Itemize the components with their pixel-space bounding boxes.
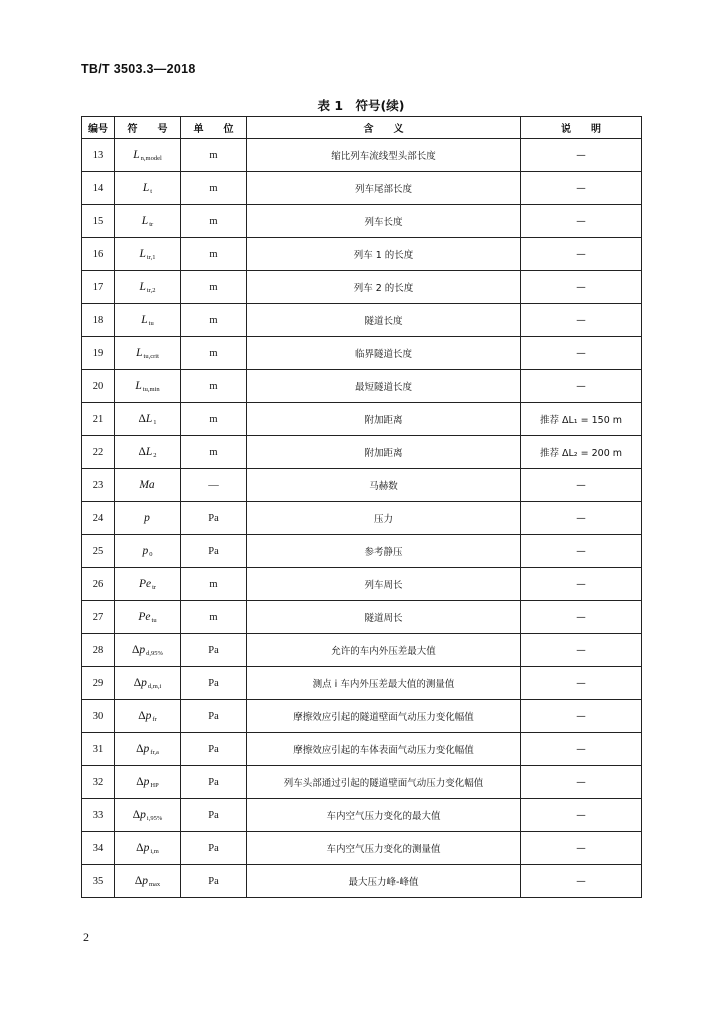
symbol-subscript: d,95% <box>146 649 163 657</box>
symbol-delta: Δ <box>132 808 141 821</box>
note-cell: — <box>521 304 642 337</box>
meaning-cell: 列车 2 的长度 <box>247 271 521 304</box>
unit-cell: m <box>181 601 247 634</box>
unit-cell: m <box>181 337 247 370</box>
note-cell: — <box>521 370 642 403</box>
symbol-main: p <box>142 874 148 887</box>
symbol-main: p <box>143 742 150 755</box>
symbol-main: L <box>141 214 149 227</box>
table-row <box>82 238 642 271</box>
symbol-cell <box>115 568 181 601</box>
table-row <box>82 139 642 172</box>
symbol-main: p <box>140 808 146 821</box>
symbol-cell <box>115 205 181 238</box>
symbols-table <box>81 116 642 898</box>
symbol-cell <box>115 139 181 172</box>
row-number: 23 <box>82 469 115 502</box>
meaning-cell: 缩比列车流线型头部长度 <box>247 139 521 172</box>
table-row <box>82 304 642 337</box>
symbol-main: L <box>141 313 148 326</box>
symbol-cell <box>115 337 181 370</box>
table-row <box>82 337 642 370</box>
symbol-cell <box>115 271 181 304</box>
row-number: 27 <box>82 601 115 634</box>
row-number: 22 <box>82 436 115 469</box>
unit-cell: Pa <box>181 667 247 700</box>
unit-cell: Pa <box>181 502 247 535</box>
unit-cell: Pa <box>181 799 247 832</box>
meaning-cell: 列车周长 <box>247 568 521 601</box>
row-number: 18 <box>82 304 115 337</box>
meaning-cell: 列车 1 的长度 <box>247 238 521 271</box>
symbol-subscript: i,95% <box>146 814 163 822</box>
symbol-cell <box>115 865 181 898</box>
note-cell: — <box>521 238 642 271</box>
note-cell: — <box>521 766 642 799</box>
document-id: TB/T 3503.3—2018 <box>81 62 196 76</box>
symbol-cell <box>115 502 181 535</box>
symbol-subscript: t <box>150 187 153 195</box>
meaning-cell: 附加距离 <box>247 436 521 469</box>
meaning-cell: 参考静压 <box>247 535 521 568</box>
note-cell: — <box>521 865 642 898</box>
symbol-subscript: 0 <box>149 550 153 558</box>
meaning-cell: 最短隧道长度 <box>247 370 521 403</box>
unit-cell: m <box>181 238 247 271</box>
symbol-cell <box>115 733 181 766</box>
symbol-main: L <box>145 412 153 425</box>
symbol-cell <box>115 304 181 337</box>
unit-cell: m <box>181 403 247 436</box>
table-row <box>82 733 642 766</box>
symbol-subscript: tr,1 <box>146 253 156 261</box>
unit-cell: Pa <box>181 634 247 667</box>
table-row <box>82 865 642 898</box>
symbol-cell <box>115 469 181 502</box>
row-number: 19 <box>82 337 115 370</box>
symbol-subscript: tu,min <box>142 385 160 393</box>
row-number: 21 <box>82 403 115 436</box>
symbol-subscript: fr <box>152 715 157 723</box>
unit-cell: m <box>181 436 247 469</box>
note-cell: — <box>521 700 642 733</box>
meaning-cell: 附加距离 <box>247 403 521 436</box>
symbol-main: L <box>136 346 143 359</box>
symbol-subscript: tu <box>148 319 154 327</box>
note-cell: — <box>521 601 642 634</box>
symbol-main: p <box>139 643 146 656</box>
row-number: 20 <box>82 370 115 403</box>
row-number: 26 <box>82 568 115 601</box>
symbol-subscript: tr <box>149 220 154 228</box>
symbol-subscript: tr,2 <box>146 286 156 294</box>
symbol-subscript: 2 <box>153 451 157 459</box>
unit-cell: Pa <box>181 700 247 733</box>
table-row <box>82 403 642 436</box>
table-row <box>82 667 642 700</box>
table-row <box>82 634 642 667</box>
meaning-cell: 允许的车内外压差最大值 <box>247 634 521 667</box>
symbol-cell <box>115 436 181 469</box>
note-cell: — <box>521 733 642 766</box>
table-row <box>82 799 642 832</box>
table-row <box>82 832 642 865</box>
page-number: 2 <box>83 930 89 944</box>
note-cell: — <box>521 172 642 205</box>
meaning-cell: 测点 i 车内外压差最大值的测量值 <box>247 667 521 700</box>
row-number: 31 <box>82 733 115 766</box>
note-cell: — <box>521 469 642 502</box>
row-number: 30 <box>82 700 115 733</box>
table-row <box>82 271 642 304</box>
row-number: 13 <box>82 139 115 172</box>
table-row <box>82 436 642 469</box>
table-row <box>82 370 642 403</box>
note-cell: — <box>521 271 642 304</box>
symbol-subscript: i,m <box>150 847 159 855</box>
row-number: 16 <box>82 238 115 271</box>
unit-cell: — <box>181 469 247 502</box>
symbol-main: L <box>133 148 140 161</box>
symbol-main: L <box>135 379 142 392</box>
row-number: 32 <box>82 766 115 799</box>
table-row <box>82 172 642 205</box>
table-body <box>82 139 642 898</box>
meaning-cell: 隧道周长 <box>247 601 521 634</box>
table-header-row <box>82 117 642 139</box>
row-number: 17 <box>82 271 115 304</box>
table-row <box>82 601 642 634</box>
symbol-cell <box>115 667 181 700</box>
symbol-cell <box>115 832 181 865</box>
meaning-cell: 隧道长度 <box>247 304 521 337</box>
symbol-cell <box>115 535 181 568</box>
symbol-cell <box>115 403 181 436</box>
table-row <box>82 502 642 535</box>
unit-cell: Pa <box>181 733 247 766</box>
meaning-cell: 压力 <box>247 502 521 535</box>
symbol-subscript: tu,crit <box>143 352 159 360</box>
symbol-main: L <box>139 280 146 293</box>
column-header-symbol: 符 号 <box>115 117 181 139</box>
symbol-subscript: tu <box>151 616 157 624</box>
meaning-cell: 马赫数 <box>247 469 521 502</box>
note-cell: 推荐 ΔL₁ = 150 m <box>521 403 642 436</box>
symbol-delta: Δ <box>133 676 142 689</box>
column-header-unit: 单 位 <box>181 117 247 139</box>
symbol-delta: Δ <box>138 709 146 722</box>
symbol-main: p <box>141 676 147 689</box>
note-cell: — <box>521 139 642 172</box>
symbol-delta: Δ <box>132 643 140 656</box>
symbol-delta: Δ <box>138 445 146 458</box>
meaning-cell: 车内空气压力变化的测量值 <box>247 832 521 865</box>
symbol-cell <box>115 700 181 733</box>
symbol-cell <box>115 238 181 271</box>
symbol-subscript: fr,a <box>150 748 159 756</box>
meaning-cell: 列车长度 <box>247 205 521 238</box>
note-cell: — <box>521 667 642 700</box>
symbol-main: Pe <box>138 610 151 623</box>
symbol-main: L <box>139 247 146 260</box>
table-row <box>82 766 642 799</box>
meaning-cell: 最大压力峰-峰值 <box>247 865 521 898</box>
symbol-cell <box>115 370 181 403</box>
table-row <box>82 568 642 601</box>
meaning-cell: 列车尾部长度 <box>247 172 521 205</box>
row-number: 35 <box>82 865 115 898</box>
meaning-cell: 临界隧道长度 <box>247 337 521 370</box>
unit-cell: m <box>181 370 247 403</box>
meaning-cell: 车内空气压力变化的最大值 <box>247 799 521 832</box>
unit-cell: m <box>181 205 247 238</box>
symbol-subscript: d,m,i <box>147 682 162 690</box>
column-header-number: 编号 <box>82 117 115 139</box>
symbol-main: Pe <box>138 577 152 590</box>
note-cell: — <box>521 634 642 667</box>
row-number: 25 <box>82 535 115 568</box>
note-cell: — <box>521 337 642 370</box>
row-number: 28 <box>82 634 115 667</box>
note-cell: — <box>521 568 642 601</box>
symbol-subscript: n,model <box>140 154 162 162</box>
symbol-delta: Δ <box>136 841 144 854</box>
table-row <box>82 535 642 568</box>
symbol-main: p <box>145 709 152 722</box>
unit-cell: m <box>181 172 247 205</box>
table-row <box>82 469 642 502</box>
row-number: 29 <box>82 667 115 700</box>
symbol-delta: Δ <box>134 874 143 887</box>
row-number: 14 <box>82 172 115 205</box>
unit-cell: Pa <box>181 832 247 865</box>
row-number: 24 <box>82 502 115 535</box>
symbol-main: p <box>143 841 150 854</box>
unit-cell: m <box>181 568 247 601</box>
symbol-subscript: HP <box>150 781 159 789</box>
meaning-cell: 摩擦效应引起的车体表面气动压力变化幅值 <box>247 733 521 766</box>
meaning-cell: 列车头部通过引起的隧道壁面气动压力变化幅值 <box>247 766 521 799</box>
symbol-delta: Δ <box>136 775 144 788</box>
symbol-cell <box>115 766 181 799</box>
row-number: 15 <box>82 205 115 238</box>
unit-cell: m <box>181 139 247 172</box>
note-cell: — <box>521 535 642 568</box>
table-row <box>82 700 642 733</box>
note-cell: — <box>521 502 642 535</box>
note-cell: — <box>521 205 642 238</box>
symbol-main: p <box>144 511 150 524</box>
symbol-delta: Δ <box>138 412 146 425</box>
unit-cell: m <box>181 271 247 304</box>
symbol-subscript: tr <box>152 583 157 591</box>
symbol-cell <box>115 634 181 667</box>
column-header-note: 说 明 <box>521 117 642 139</box>
symbol-delta: Δ <box>136 742 144 755</box>
note-cell: — <box>521 799 642 832</box>
symbol-cell <box>115 799 181 832</box>
symbol-subscript: max <box>148 880 161 888</box>
unit-cell: Pa <box>181 535 247 568</box>
table-title: 表 1 符号(续) <box>317 98 405 113</box>
symbol-main: p <box>142 544 149 557</box>
unit-cell: Pa <box>181 865 247 898</box>
meaning-cell: 摩擦效应引起的隧道壁面气动压力变化幅值 <box>247 700 521 733</box>
symbol-main: L <box>145 445 153 458</box>
symbol-main: p <box>143 775 150 788</box>
note-cell: — <box>521 832 642 865</box>
row-number: 33 <box>82 799 115 832</box>
unit-cell: m <box>181 304 247 337</box>
row-number: 34 <box>82 832 115 865</box>
unit-cell: Pa <box>181 766 247 799</box>
symbol-main: Ma <box>139 478 155 491</box>
column-header-meaning: 含 义 <box>247 117 521 139</box>
symbol-cell <box>115 172 181 205</box>
symbol-subscript: 1 <box>153 418 157 426</box>
note-cell: 推荐 ΔL₂ = 200 m <box>521 436 642 469</box>
table-row <box>82 205 642 238</box>
symbol-main: L <box>142 181 150 194</box>
symbol-cell <box>115 601 181 634</box>
